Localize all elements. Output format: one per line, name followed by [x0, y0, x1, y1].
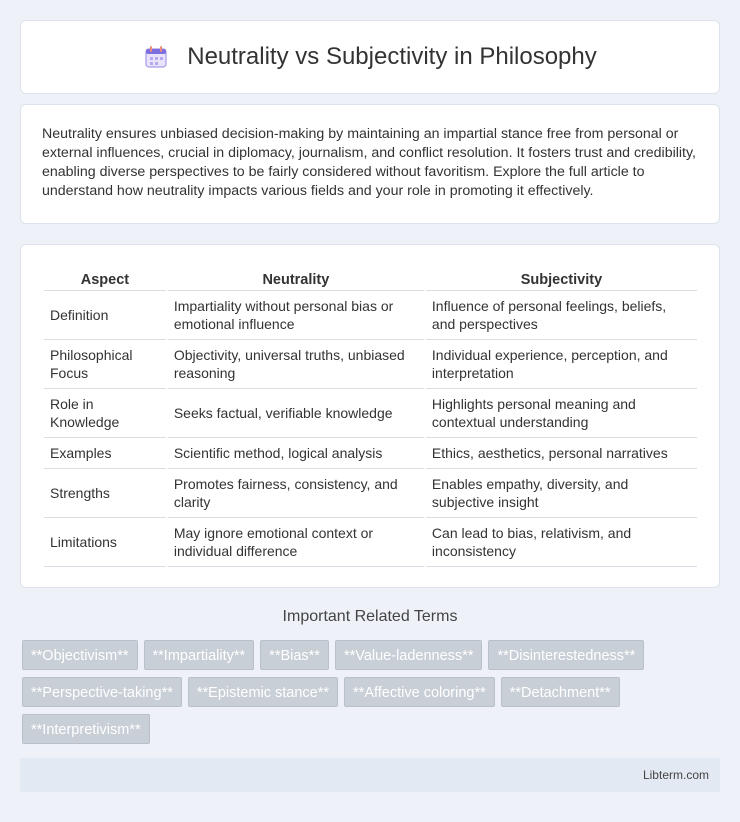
table-cell: Scientific method, logical analysis [168, 438, 424, 469]
related-term-tag[interactable]: **Value-ladenness** [335, 640, 483, 670]
comparison-card [20, 244, 720, 588]
table-cell: Philosophical Focus [44, 340, 166, 389]
table-row [44, 438, 697, 469]
related-term-tag[interactable]: **Bias** [260, 640, 329, 670]
related-term-tag[interactable]: **Impartiality** [144, 640, 255, 670]
related-terms-title: Important Related Terms [282, 608, 458, 625]
table-cell: May ignore emotional context or individual difference [168, 518, 424, 567]
column-header: Aspect [44, 265, 166, 291]
table-cell: Definition [44, 291, 166, 340]
table-cell: Highlights personal meaning and contextual understanding [426, 389, 697, 438]
table-row [44, 389, 697, 438]
table-cell: Impartiality without personal bias or emotional influence [168, 291, 424, 340]
intro-paragraph: Neutrality ensures unbiased decision-making by maintaining an impartial stance free from personal or external influences, crucial in diplomacy, journalism, and conflict resolution. It fosters trust and credibility, enabling diverse perspectives to be fairly considered without favoritism. Explore the full article to understand how neutrality impacts various fields and your role in promoting it effectively. [42, 126, 696, 199]
table-row [44, 340, 697, 389]
related-term-tag[interactable]: **Affective coloring** [344, 677, 495, 707]
table-row [44, 291, 697, 340]
table-cell: Strengths [44, 469, 166, 518]
table-cell: Enables empathy, diversity, and subjective insight [426, 469, 697, 518]
table-cell: Examples [44, 438, 166, 469]
column-header: Neutrality [168, 265, 424, 291]
intro-card [20, 104, 720, 224]
related-term-tag[interactable]: **Detachment** [501, 677, 620, 707]
header-card [20, 20, 720, 94]
related-terms-list [22, 640, 722, 744]
related-term-tag[interactable]: **Perspective-taking** [22, 677, 182, 707]
calendar-icon [143, 44, 169, 70]
footer-site-link[interactable]: Libterm.com [642, 768, 709, 782]
footer [20, 758, 720, 792]
related-term-tag[interactable]: **Disinterestedness** [488, 640, 644, 670]
comparison-table [42, 265, 699, 567]
related-term-tag[interactable]: **Objectivism** [22, 640, 138, 670]
page-title: Neutrality vs Subjectivity in Philosophy [187, 43, 597, 70]
column-header: Subjectivity [426, 265, 697, 291]
table-header-row [44, 265, 697, 291]
table-cell: Seeks factual, verifiable knowledge [168, 389, 424, 438]
table-row [44, 518, 697, 567]
table-cell: Influence of personal feelings, beliefs, and perspectives [426, 291, 697, 340]
table-cell: Ethics, aesthetics, personal narratives [426, 438, 697, 469]
related-term-tag[interactable]: **Epistemic stance** [188, 677, 338, 707]
table-cell: Objectivity, universal truths, unbiased reasoning [168, 340, 424, 389]
table-cell: Role in Knowledge [44, 389, 166, 438]
table-cell: Individual experience, perception, and interpretation [426, 340, 697, 389]
table-cell: Limitations [44, 518, 166, 567]
table-cell: Can lead to bias, relativism, and inconsistency [426, 518, 697, 567]
table-row [44, 469, 697, 518]
table-cell: Promotes fairness, consistency, and clarity [168, 469, 424, 518]
related-term-tag[interactable]: **Interpretivism** [22, 714, 150, 744]
